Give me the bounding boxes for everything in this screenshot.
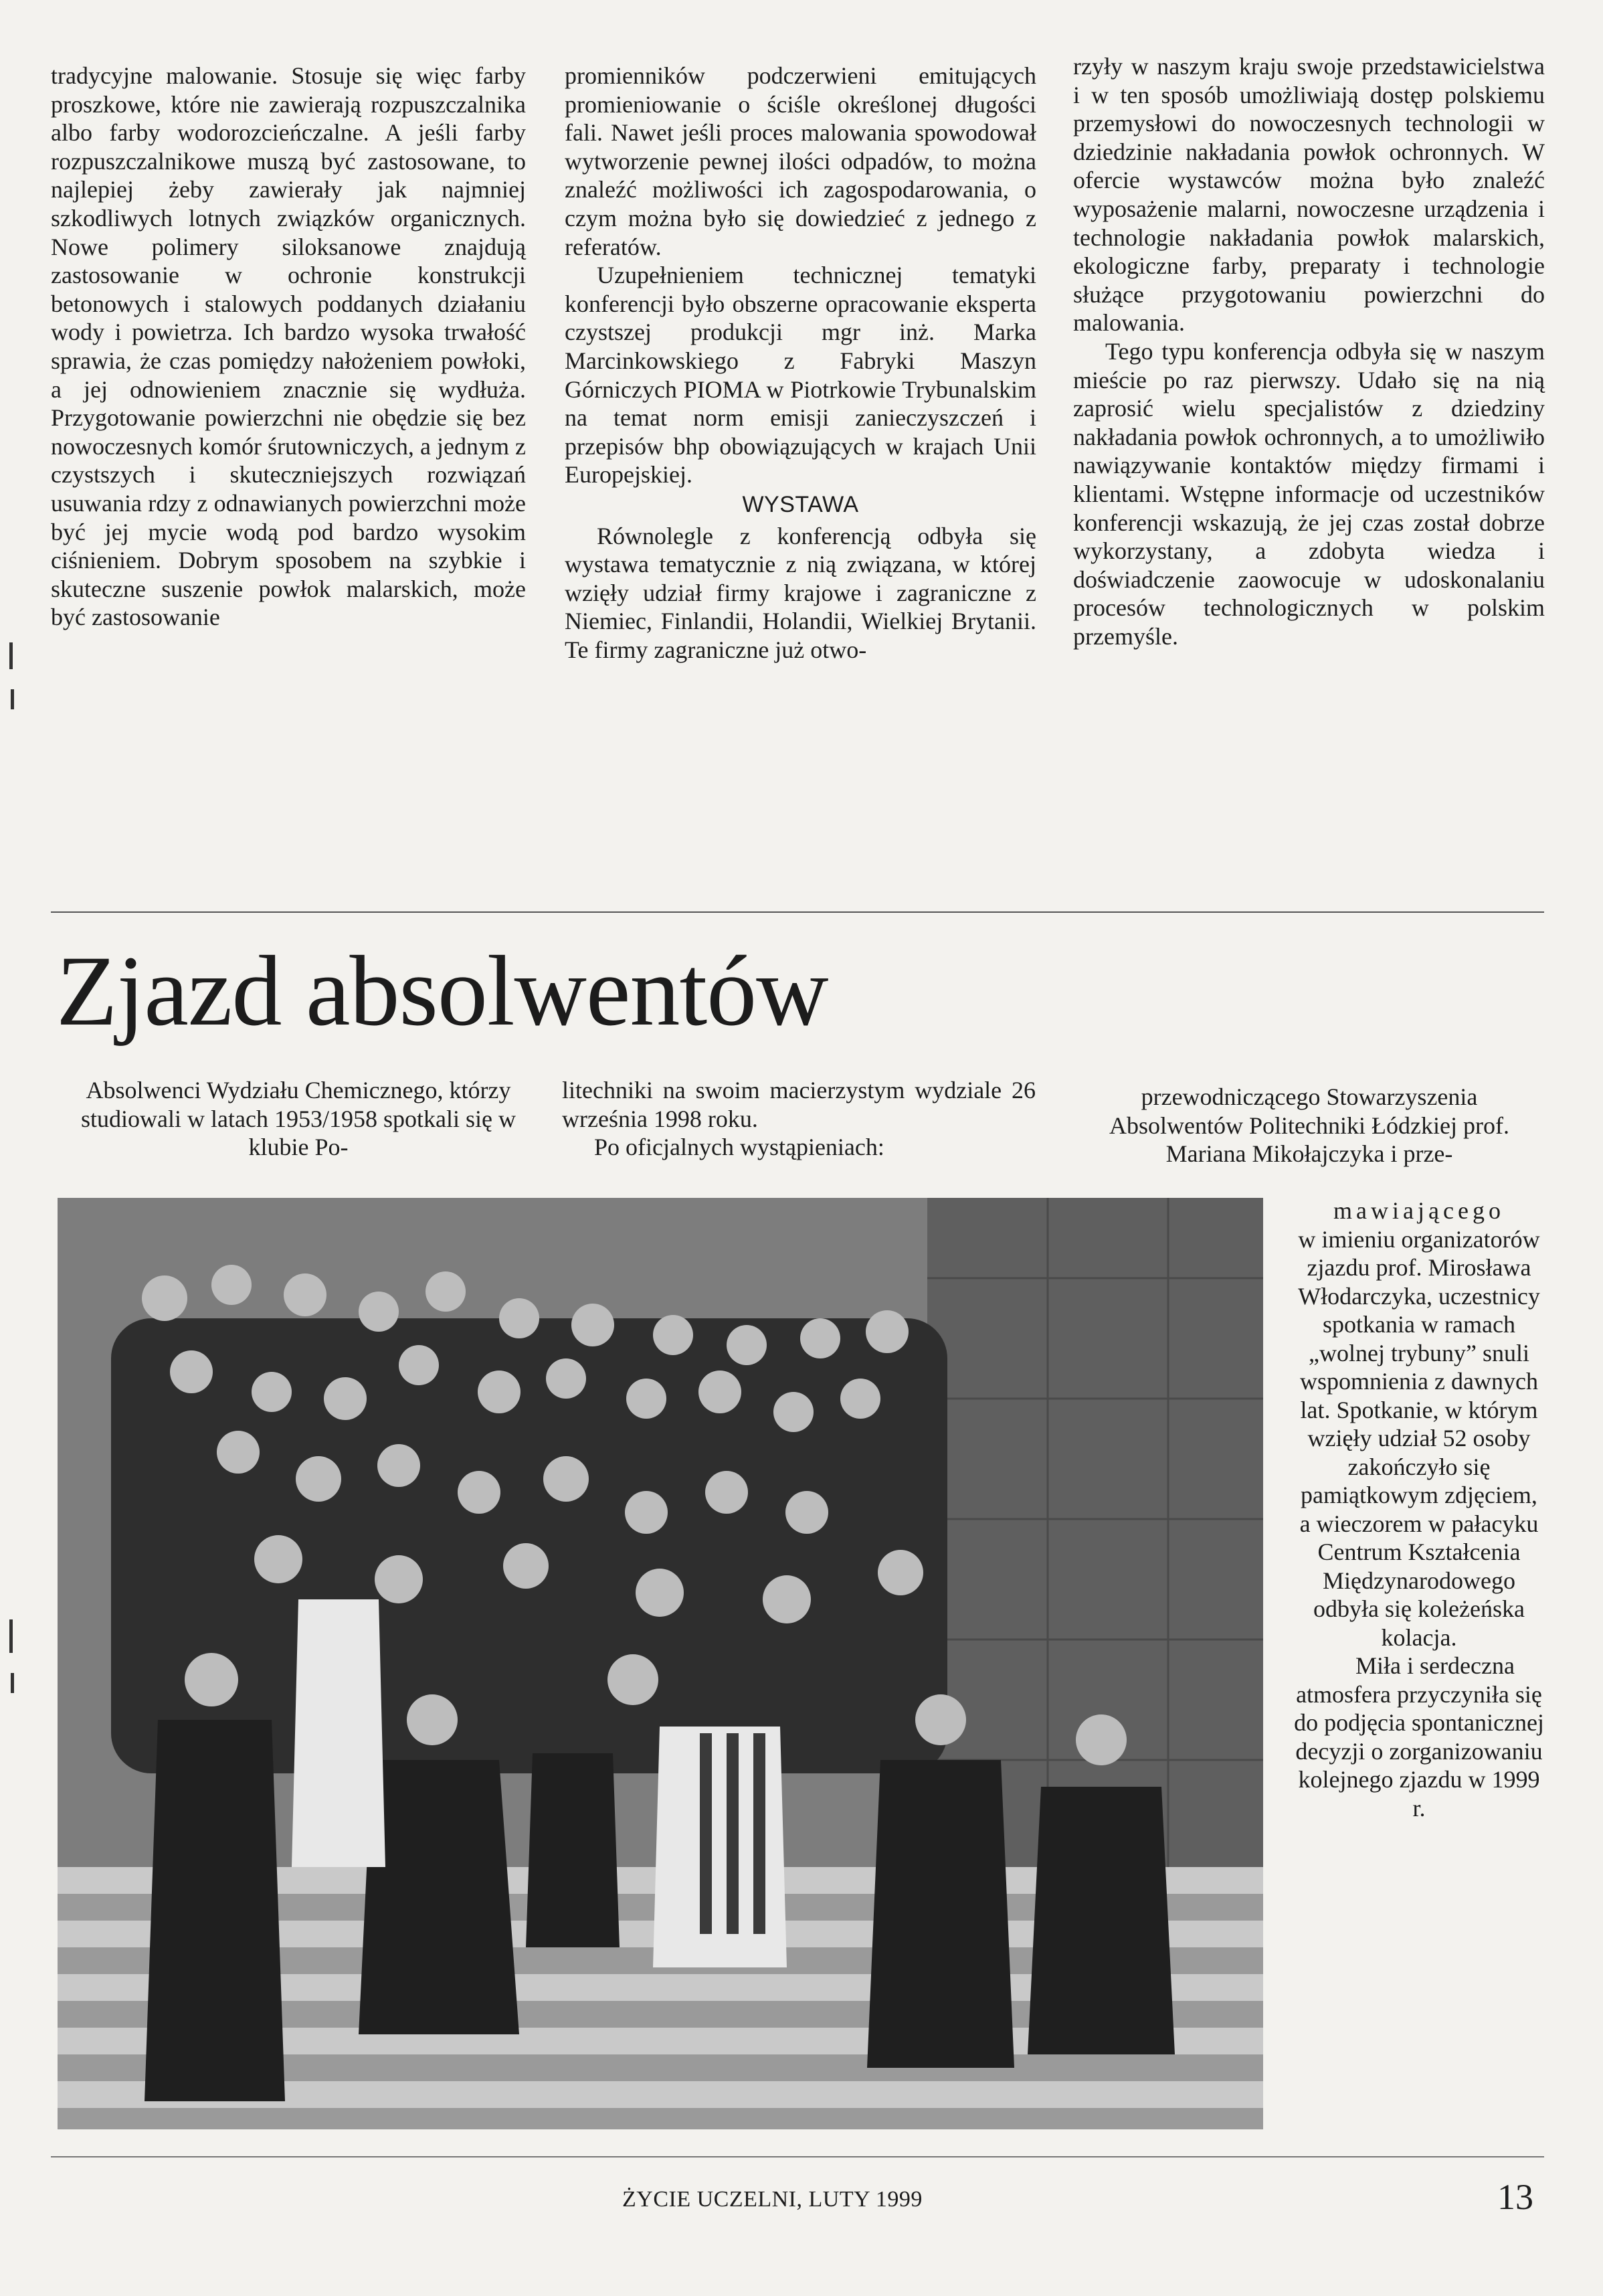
page-number: 13 [1497, 2177, 1533, 2217]
paragraph: Absolwenci Wydziału Chemicznego, którzy studiowali w latach 1953/1958 spotkali się w klubie Po- [81, 1077, 516, 1161]
footer-publication-title: ŻYCIE UCZELNI, LUTY 1999 [622, 2187, 923, 2212]
paragraph: litechniki na swoim macierzystym wydziale 26 września 1998 roku. [562, 1077, 1036, 1132]
footer-divider [51, 2156, 1544, 2157]
paragraph: w imieniu organizatorów zjazdu prof. Mirosława Włodarczyka, uczestnicy spotkania w ramach „wolnej trybuny” snuli wspomnienia z dawnych lat. Spotkanie, w którym wzięły udział 52 osoby zakończyło się pamiątkowym zdjęciem, a wieczorem w pałacyku Centrum Kształcenia Międzynarodowego odbyła się koleżeńska kolacja. [1298, 1225, 1540, 1651]
scan-mark [11, 1673, 14, 1693]
column-3-continuation [1073, 52, 1545, 650]
scan-mark [11, 689, 14, 709]
paragraph: rzyły w naszym kraju swoje przedstawicielstwa i w ten sposób umożliwiają dostęp polskiemu przemysłowi do nowoczesnych technologii w dziedzinie nakładania powłok ochronnych. W ofercie wystawców można było znaleźć wyposażenie malarni, nowoczesne urządzenia i technologie nakładania powłok malarskich, ekologiczne farby, preparaty i technologie służące przygotowaniu powierzchni do malowania. [1073, 53, 1545, 337]
paragraph: Tego typu konferencja odbyła się w naszym mieście po raz pierwszy. Udało się na nią zaprosić wielu specjalistów z dziedziny nakładania powłok ochronnych, a to umożliwiło nawiązywanie kontaktów między firmami i klientami. Wstępne informacje od uczestników konferencji wskazują, że jej czas został dobrze wykorzystany, a zdobyta wiedza i doświadczenie zaowocuje w udoskonalaniu procesów technologicznych w polskim przemyśle. [1073, 337, 1545, 650]
article-column-2 [562, 1076, 1036, 1162]
column-1-continuation [51, 62, 526, 632]
scan-mark [9, 1619, 13, 1653]
paragraph: promienników podczerwieni emitujących promieniowanie o ściśle określonej długości fali. Nawet jeśli proces malowania spowodował wytworzenie pewnej ilości odpadów, to można znaleźć możliwości ich zagospodarowania, o czym można było się dowiedzieć z jednego z referatów. [565, 62, 1036, 260]
column-2-continuation [565, 62, 1036, 664]
paragraph: Miła i serdeczna atmosfera przyczyniła się do podjęcia spontanicznej decyzji o zorganizowaniu kolejnego zjazdu w 1999 r. [1294, 1652, 1544, 1822]
group-photo-illustration [58, 1198, 1263, 2129]
section-subheading: WYSTAWA [742, 491, 859, 517]
section-divider [51, 911, 1544, 913]
scan-mark [9, 642, 13, 669]
paragraph: Uzupełnieniem technicznej tematyki konferencji było obszerne opracowanie eksperta czystszej produkcji mgr inż. Marka Marcinkowskiego z Fabryki Maszyn Górniczych PIOMA w Piotrkowie Trybunalskim na temat norm emisji zanieczyszczeń i przepisów bhp obowiązujących w krajach Unii Europejskiej. [565, 262, 1036, 489]
paragraph: Równolegle z konferencją odbyła się wystawa tematycznie z nią związana, w której wzięły udział firmy krajowe i zagraniczne z Niemiec, Finlandii, Holandii, Wielkiej Brytanii. Te firmy zagraniczne już otwo- [565, 522, 1036, 663]
paragraph: tradycyjne malowanie. Stosuje się więc farby proszkowe, które nie zawierają rozpuszczalnika albo farby wodorozcieńczalne. A jeśli farby rozpuszczalnikowe muszą być zastosowane, to najlepiej żeby zawierały jak najmniej szkodliwych lotnych związków organicznych. Nowe polimery siloksanowe znajdują zastosowanie w ochronie konstrukcji betonowych i stalowych poddanych działaniu wody i powietrza. Ich bardzo wysoka trwałość sprawia, że czas pomiędzy nałożeniem powłoki, a jej odnowieniem znacznie się wydłuża. Przygotowanie powierzchni nie obędzie się bez nowoczesnych komór śrutowniczych, a jednym z czystszych i skuteczniejszych rozwiązań usuwania rdzy z odnawianych powierzchni może być jej mycie wodą pod bardzo wysokim ciśnieniem. Dobrym sposobem na szybkie i skuteczne suszenie powłok malarskich, może być zastosowanie [51, 62, 526, 631]
group-photo [58, 1198, 1263, 2129]
article-column-1 [64, 1076, 533, 1162]
article-headline: Zjazd absolwentów [56, 936, 828, 1047]
paragraph-line: mawiającego [1333, 1197, 1505, 1224]
article-column-3 [1073, 1083, 1545, 1168]
article-column-3-continued [1293, 1197, 1545, 1822]
paragraph: przewodniczącego Stowarzyszenia Absolwentów Politechniki Łódzkiej prof. Mariana Mikołajczyka i prze- [1109, 1083, 1509, 1168]
paragraph: Po oficjalnych wystąpieniach: [594, 1134, 884, 1161]
